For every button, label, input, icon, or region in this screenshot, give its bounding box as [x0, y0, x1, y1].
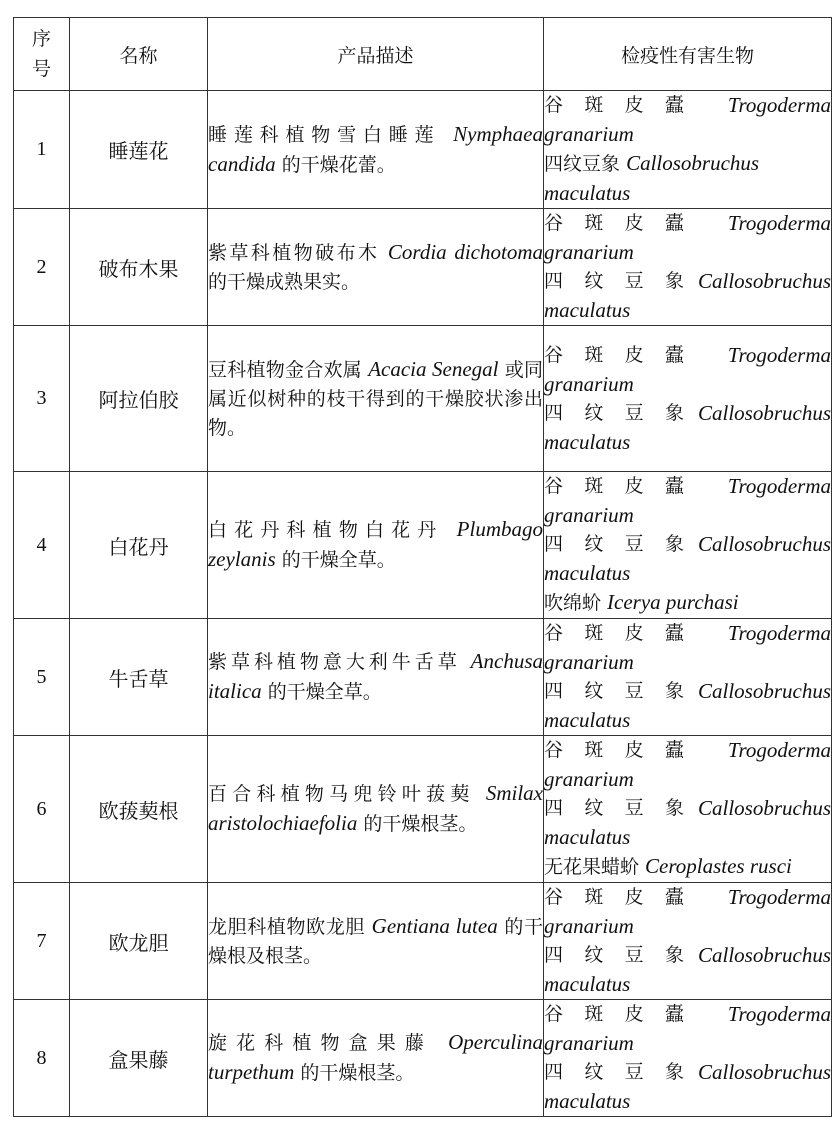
pest-trogoderma-cn-char: 斑 [584, 343, 604, 366]
pest-callosobruchus-line [544, 267, 831, 296]
description-text-b: 的干燥花蕾。 [275, 153, 396, 176]
pest-extra-line [544, 852, 831, 882]
product-description [208, 619, 544, 736]
table-row [14, 619, 832, 736]
pest-trogoderma-cn-char: 皮 [624, 622, 644, 644]
pest-trogoderma-cn-char: 谷 [544, 343, 564, 366]
description-scientific-name: Plumbago zeylanis [208, 517, 543, 571]
pest-trogoderma-cn [544, 472, 684, 501]
description-text-b: 的干燥全草。 [261, 681, 382, 703]
pest-callosobruchus-cn-char: 四 [544, 270, 564, 292]
description-text-b: 或同属近似树种的枝干得到的干燥胶状渗出物。 [208, 358, 544, 439]
pest-callosobruchus-cn-char: 四 [544, 944, 564, 966]
pest-trogoderma-cn [544, 736, 684, 765]
header-no-line1: 序 [31, 28, 51, 50]
description-text-b: 的干燥根茎。 [357, 813, 478, 835]
row-number: 2 [14, 209, 70, 326]
row-number: 3 [14, 326, 70, 472]
pest-callosobruchus-cn: 四纹豆象 [544, 153, 621, 175]
product-description [208, 883, 544, 1000]
pest-callosobruchus-cn-char: 豆 [624, 533, 644, 555]
description-text-a: 睡莲科植物雪白睡莲 [208, 123, 454, 146]
pest-callosobruchus-cn-char: 纹 [584, 401, 604, 424]
pest-trogoderma-sci-genus: Trogoderma [727, 738, 831, 762]
pest-callosobruchus-cn-char: 象 [664, 680, 684, 702]
product-description [208, 209, 544, 326]
pest-callosobruchus-cn [544, 399, 684, 428]
pest-callosobruchus-cn-char: 豆 [624, 401, 644, 424]
pest-callosobruchus-cn [544, 530, 684, 559]
description-scientific-name: Gentiana lutea [371, 913, 498, 938]
pest-callosobruchus-cn-char: 纹 [584, 680, 604, 702]
pest-callosobruchus-line [544, 941, 831, 970]
pest-extra-sci: Ceroplastes rusci [645, 854, 792, 878]
pest-callosobruchus-cn-char: 四 [544, 680, 564, 702]
pest-callosobruchus-cn-char: 纹 [584, 270, 604, 292]
pest-extra-sci: Icerya purchasi [607, 590, 739, 614]
pest-callosobruchus-cn-char: 豆 [624, 797, 644, 819]
pest-callosobruchus-cn-char: 象 [664, 1061, 684, 1083]
product-description [208, 91, 544, 209]
pest-trogoderma-cn-char: 蠹 [664, 212, 684, 234]
pest-trogoderma-cn [544, 883, 684, 912]
quarantine-pests [544, 1000, 832, 1117]
pest-trogoderma-species: granarium [544, 767, 634, 791]
quarantine-pests [544, 619, 832, 736]
pest-trogoderma-cn-char: 斑 [584, 212, 604, 234]
row-number: 7 [14, 883, 70, 1000]
description-text-a: 紫草科植物意大利牛舌草 [208, 651, 471, 673]
pest-trogoderma-species: granarium [544, 122, 634, 146]
pest-callosobruchus-sci-genus: Callosobruchus [697, 1060, 831, 1084]
pest-trogoderma-species: granarium [544, 503, 634, 527]
description-scientific-name: Anchusa italica [208, 649, 543, 703]
pest-trogoderma-line [544, 91, 831, 120]
pest-callosobruchus-sci-genus: Callosobruchus [697, 269, 831, 293]
description-scientific-name: Cordia dichotoma [387, 239, 543, 264]
description-scientific-name: Nymphaea candida [208, 121, 543, 176]
pest-trogoderma-sci-genus: Trogoderma [727, 1002, 831, 1026]
pest-callosobruchus-cn-char: 豆 [624, 680, 644, 702]
row-number: 8 [14, 1000, 70, 1117]
quarantine-pests [544, 326, 832, 472]
pest-trogoderma-cn-char: 蠹 [664, 739, 684, 761]
pest-callosobruchus-sci-genus: Callosobruchus [697, 943, 831, 967]
table-row [14, 209, 832, 326]
pest-callosobruchus-line [544, 794, 831, 823]
pest-callosobruchus-species: maculatus [544, 708, 631, 732]
pest-trogoderma-cn-char: 皮 [624, 1003, 644, 1025]
pest-trogoderma-cn-char: 斑 [584, 739, 604, 761]
pest-trogoderma-cn-char: 皮 [624, 886, 644, 908]
pest-trogoderma-cn-char: 蠹 [664, 622, 684, 644]
pest-callosobruchus-cn-char: 纹 [584, 797, 604, 819]
pest-trogoderma-cn [544, 619, 684, 648]
pest-trogoderma-cn [544, 1000, 684, 1029]
pest-trogoderma-cn-char: 皮 [624, 343, 644, 366]
pest-callosobruchus-cn-char: 纹 [584, 944, 604, 966]
description-text-a: 旋花科植物盒果藤 [208, 1032, 449, 1054]
pest-trogoderma-sci-genus: Trogoderma [727, 211, 831, 235]
pest-callosobruchus-line [544, 149, 831, 179]
pest-callosobruchus-line [544, 530, 831, 559]
pest-trogoderma-line [544, 736, 831, 765]
pest-callosobruchus-species: maculatus [544, 1089, 631, 1113]
pest-callosobruchus-species: maculatus [544, 972, 631, 996]
header-no [14, 18, 70, 91]
pest-trogoderma-cn-char: 谷 [544, 622, 564, 644]
pest-trogoderma-cn-char: 谷 [544, 94, 564, 116]
pest-callosobruchus-sci-genus: Callosobruchus [697, 532, 831, 556]
product-description [208, 1000, 544, 1117]
pest-callosobruchus-sci-genus: Callosobruchus [697, 679, 831, 703]
table-body [14, 91, 832, 1117]
product-description [208, 472, 544, 619]
pest-callosobruchus-cn [544, 677, 684, 706]
pest-callosobruchus-cn-char: 豆 [624, 270, 644, 292]
pest-callosobruchus-cn [544, 794, 684, 823]
pest-callosobruchus-species: maculatus [544, 181, 631, 205]
pest-callosobruchus-cn-char: 豆 [624, 1061, 644, 1083]
product-name: 盒果藤 [70, 1000, 208, 1117]
description-scientific-name: Acacia Senegal [368, 356, 499, 381]
pest-trogoderma-cn-char: 斑 [584, 475, 604, 497]
table-row [14, 91, 832, 209]
pest-callosobruchus-cn [544, 1058, 684, 1087]
pest-callosobruchus-cn-char: 纹 [584, 533, 604, 555]
pest-trogoderma-cn-char: 蠹 [664, 886, 684, 908]
description-text-a: 百合科植物马兜铃叶菝葜 [208, 783, 486, 805]
description-text-a: 紫草科植物破布木 [208, 241, 388, 264]
pest-trogoderma-sci-genus: Trogoderma [727, 621, 831, 645]
pest-trogoderma-species: granarium [544, 371, 634, 396]
pest-trogoderma-line [544, 883, 831, 912]
product-description [208, 326, 544, 472]
header-description: 产品描述 [208, 18, 544, 91]
header-pests: 检疫性有害生物 [544, 18, 832, 91]
product-name: 欧菝葜根 [70, 736, 208, 883]
pest-callosobruchus-cn-char: 纹 [584, 1061, 604, 1083]
pest-trogoderma-species: granarium [544, 914, 634, 938]
quarantine-pests [544, 472, 832, 619]
pest-trogoderma-cn-char: 谷 [544, 739, 564, 761]
table-row [14, 736, 832, 883]
pest-trogoderma-cn [544, 341, 684, 370]
row-number: 1 [14, 91, 70, 209]
pest-trogoderma-cn-char: 斑 [584, 886, 604, 908]
description-text-b: 的干燥全草。 [275, 549, 396, 571]
pest-trogoderma-line [544, 472, 831, 501]
pest-trogoderma-line [544, 1000, 831, 1029]
product-name: 白花丹 [70, 472, 208, 619]
pest-trogoderma-cn-char: 皮 [624, 94, 644, 116]
pest-trogoderma-cn-char: 蠹 [664, 475, 684, 497]
pest-trogoderma-species: granarium [544, 1031, 634, 1055]
pest-trogoderma-sci-genus: Trogoderma [727, 885, 831, 909]
pest-trogoderma-line [544, 209, 831, 238]
description-text-a: 豆科植物金合欢属 [208, 358, 369, 381]
pest-trogoderma-cn-char: 皮 [624, 739, 644, 761]
quarantine-pests [544, 209, 832, 326]
pest-trogoderma-sci-genus: Trogoderma [727, 474, 831, 498]
description-text-a: 龙胆科植物欧龙胆 [208, 915, 372, 938]
pest-trogoderma-species: granarium [544, 650, 634, 674]
pest-callosobruchus-cn-char: 四 [544, 797, 564, 819]
pest-trogoderma-cn [544, 209, 684, 238]
pest-trogoderma-cn-char: 蠹 [664, 94, 684, 116]
pest-callosobruchus-cn-char: 四 [544, 533, 564, 555]
table-row [14, 883, 832, 1000]
quarantine-pests [544, 91, 832, 209]
table-row [14, 472, 832, 619]
pest-callosobruchus-cn [544, 941, 684, 970]
pest-callosobruchus-cn-char: 豆 [624, 944, 644, 966]
pest-trogoderma-cn-char: 谷 [544, 475, 564, 497]
row-number: 6 [14, 736, 70, 883]
row-number: 4 [14, 472, 70, 619]
description-text-b: 的干燥根茎。 [294, 1062, 415, 1084]
pest-trogoderma-line [544, 341, 831, 370]
table-row [14, 1000, 832, 1117]
pest-callosobruchus-cn-char: 象 [664, 797, 684, 819]
pest-callosobruchus-cn-char: 象 [664, 533, 684, 555]
pest-trogoderma-cn-char: 蠹 [664, 343, 684, 366]
pest-callosobruchus-species: maculatus [544, 298, 631, 322]
pest-trogoderma-cn-char: 皮 [624, 212, 644, 234]
pest-callosobruchus-species: maculatus [544, 561, 631, 585]
pest-callosobruchus-species: maculatus [544, 825, 631, 849]
pest-trogoderma-line [544, 619, 831, 648]
product-name: 破布木果 [70, 209, 208, 326]
pest-trogoderma-cn-char: 谷 [544, 886, 564, 908]
description-scientific-name: Operculina turpethum [208, 1030, 543, 1084]
pest-callosobruchus-sci-genus: Callosobruchus [697, 400, 831, 425]
product-name: 睡莲花 [70, 91, 208, 209]
pest-trogoderma-sci-genus: Trogoderma [727, 342, 831, 367]
pest-callosobruchus-cn-char: 四 [544, 1061, 564, 1083]
pest-callosobruchus-line [544, 1058, 831, 1087]
pest-callosobruchus-cn-char: 四 [544, 401, 564, 424]
pest-trogoderma-cn-char: 斑 [584, 94, 604, 116]
pest-trogoderma-cn-char: 谷 [544, 212, 564, 234]
description-text-b: 的干燥根及根茎。 [208, 915, 543, 967]
row-number: 5 [14, 619, 70, 736]
pest-callosobruchus-species: maculatus [544, 429, 631, 454]
pest-trogoderma-cn [544, 91, 684, 120]
pest-callosobruchus-cn-char: 象 [664, 401, 684, 424]
pest-trogoderma-cn-char: 蠹 [664, 1003, 684, 1025]
product-description [208, 736, 544, 883]
pest-trogoderma-cn-char: 谷 [544, 1003, 564, 1025]
header-name: 名称 [70, 18, 208, 91]
description-text-b: 的干燥成熟果实。 [208, 270, 361, 293]
pest-trogoderma-cn-char: 皮 [624, 475, 644, 497]
pest-extra-line [544, 588, 831, 618]
table-header-row [14, 18, 832, 91]
quarantine-pests [544, 736, 832, 883]
pest-callosobruchus-sci-genus: Callosobruchus [697, 796, 831, 820]
pest-callosobruchus-line [544, 399, 831, 428]
pest-callosobruchus-line [544, 677, 831, 706]
pest-trogoderma-cn-char: 斑 [584, 1003, 604, 1025]
header-no-line2: 号 [31, 58, 51, 80]
pest-callosobruchus-cn-char: 象 [664, 944, 684, 966]
description-text-a: 白花丹科植物白花丹 [208, 519, 457, 541]
description-scientific-name: Smilax aristolochiaefolia [208, 781, 543, 835]
pest-callosobruchus-cn-char: 象 [664, 270, 684, 292]
product-name: 牛舌草 [70, 619, 208, 736]
pest-trogoderma-cn-char: 斑 [584, 622, 604, 644]
pest-callosobruchus-sci-genus: Callosobruchus [626, 151, 760, 175]
pest-extra-cn: 无花果蜡蚧 [544, 856, 646, 878]
pest-trogoderma-sci-genus: Trogoderma [727, 93, 831, 117]
quarantine-pests [544, 883, 832, 1000]
pest-trogoderma-species: granarium [544, 240, 634, 264]
pest-extra-cn: 吹绵蚧 [544, 592, 608, 614]
product-name: 欧龙胆 [70, 883, 208, 1000]
pest-callosobruchus-cn [544, 267, 684, 296]
table-row [14, 326, 832, 472]
product-name: 阿拉伯胶 [70, 326, 208, 472]
quarantine-pest-table [13, 17, 832, 1117]
